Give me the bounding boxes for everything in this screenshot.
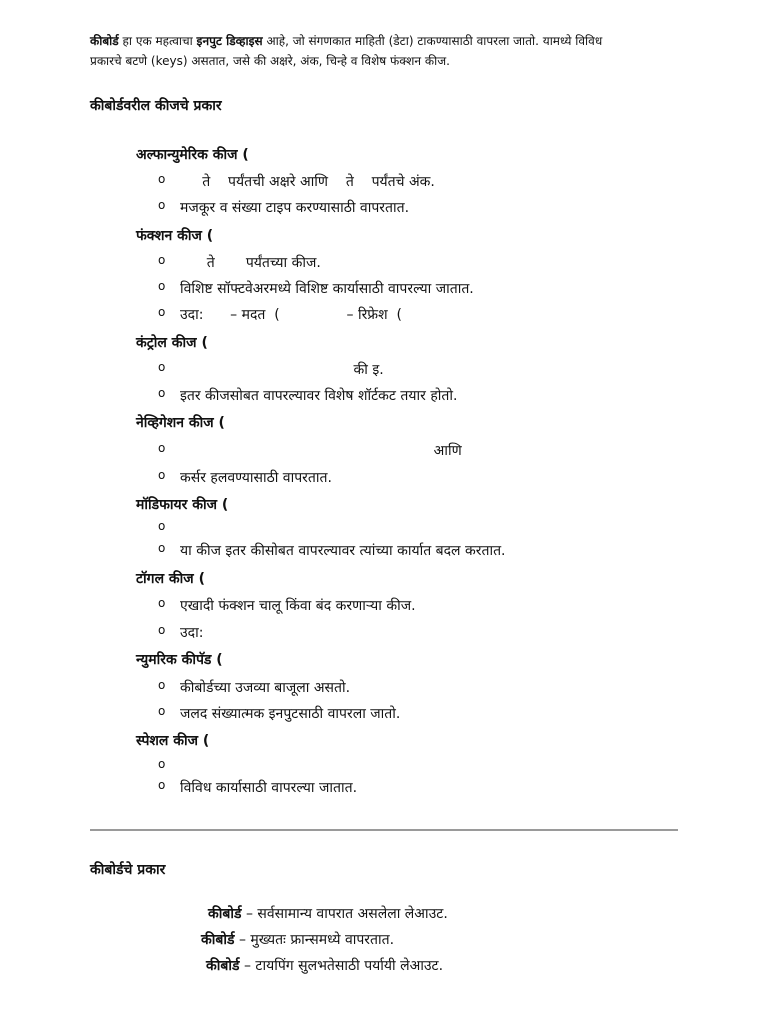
intro-text-1: हा एक महत्वाचा xyxy=(118,34,197,48)
list-item-text: की इ. xyxy=(180,362,384,378)
intro-device: इनपुट डिव्हाइस xyxy=(196,34,263,48)
list-item-text: विविध कार्यासाठी वापरल्या जातात. xyxy=(180,780,358,796)
intro-line-2: प्रकारचे बटणे (keys) असतात, जसे की अक्षरे, अंक, चिन्हे व विशेष फंक्शन कीज. xyxy=(90,54,450,68)
intro-text-2: आहे, जो संगणकात माहिती (डेटा) टाकण्यासाठी वापरला जातो. यामध्ये विविध xyxy=(262,34,603,48)
section-title-key-types: कीबोर्डवरील कीजचे प्रकार xyxy=(90,98,222,114)
category-title-function: फंक्शन कीज ( xyxy=(136,228,214,244)
keyboard-type-desc: – सर्वसामान्य वापरात असलेला लेआउट. xyxy=(241,906,448,922)
keyboard-type-item xyxy=(206,956,443,975)
bullet-icon: o xyxy=(158,172,166,186)
category-title-numeric-keypad: न्युमरिक कीपॅड ( xyxy=(136,652,223,668)
keyboard-type-label: कीबोर्ड xyxy=(208,906,242,922)
category-title-modifier: मॉडिफायर कीज ( xyxy=(136,497,229,513)
bullet-icon: o xyxy=(158,441,166,455)
keyboard-type-desc: – मुख्यतः फ्रान्समध्ये वापरतात. xyxy=(234,932,395,948)
intro-keyword: कीबोर्ड xyxy=(90,34,119,48)
bullet-icon: o xyxy=(158,757,166,771)
bullet-icon: o xyxy=(158,305,166,319)
list-item-text: आणि xyxy=(180,443,462,459)
list-item-text: मजकूर व संख्या टाइप करण्यासाठी वापरतात. xyxy=(180,200,410,216)
bullet-icon: o xyxy=(158,541,166,555)
list-item-text: ते पर्यंतच्या कीज. xyxy=(180,255,321,271)
category-title-toggle: टॉगल कीज ( xyxy=(136,571,205,587)
list-item-text: उदा: – मदत ( – रिफ्रेश ( xyxy=(180,307,402,323)
bullet-icon: o xyxy=(158,704,166,718)
list-item-text: जलद संख्यात्मक इनपुटसाठी वापरला जातो. xyxy=(180,706,401,722)
bullet-icon: o xyxy=(158,279,166,293)
list-item-text: कीबोर्डच्या उजव्या बाजूला असतो. xyxy=(180,680,351,696)
bullet-icon: o xyxy=(158,623,166,637)
keyboard-type-item xyxy=(201,930,394,949)
bullet-icon: o xyxy=(158,468,166,482)
keyboard-type-label: कीबोर्ड xyxy=(201,932,235,948)
intro-line-1 xyxy=(90,31,690,51)
bullet-icon: o xyxy=(158,678,166,692)
horizontal-divider xyxy=(90,829,678,831)
category-title-alphanumeric: अल्फान्युमेरिक कीज ( xyxy=(136,147,249,163)
bullet-icon: o xyxy=(158,519,166,533)
keyboard-type-item xyxy=(208,904,448,923)
list-item-text: विशिष्ट सॉफ्टवेअरमध्ये विशिष्ट कार्यासाठी वापरल्या जातात. xyxy=(180,281,474,297)
intro-paragraph xyxy=(90,31,690,71)
category-title-special: स्पेशल कीज ( xyxy=(136,733,210,749)
bullet-icon: o xyxy=(158,596,166,610)
list-item-text: कर्सर हलवण्यासाठी वापरतात. xyxy=(180,470,332,486)
bullet-icon: o xyxy=(158,778,166,792)
list-item-text: ते पर्यंतची अक्षरे आणि ते पर्यंतचे अंक. xyxy=(180,174,435,190)
keyboard-type-label: कीबोर्ड xyxy=(206,958,240,974)
bullet-icon: o xyxy=(158,386,166,400)
bullet-icon: o xyxy=(158,198,166,212)
category-title-navigation: नेव्हिगेशन कीज ( xyxy=(136,415,225,431)
list-item-text: इतर कीजसोबत वापरल्यावर विशेष शॉर्टकट तयार होतो. xyxy=(180,388,458,404)
list-item-text: या कीज इतर कीसोबत वापरल्यावर त्यांच्या कार्यात बदल करतात. xyxy=(180,543,506,559)
list-item-text: एखादी फंक्शन चालू किंवा बंद करणाऱ्या कीज. xyxy=(180,598,416,614)
keyboard-type-desc: – टायपिंग सुलभतेसाठी पर्यायी लेआउट. xyxy=(239,958,444,974)
list-item-text: उदा: xyxy=(180,625,204,641)
section-title-keyboard-types: कीबोर्डचे प्रकार xyxy=(90,862,166,878)
bullet-icon: o xyxy=(158,253,166,267)
category-title-control: कंट्रोल कीज ( xyxy=(136,335,208,351)
bullet-icon: o xyxy=(158,360,166,374)
